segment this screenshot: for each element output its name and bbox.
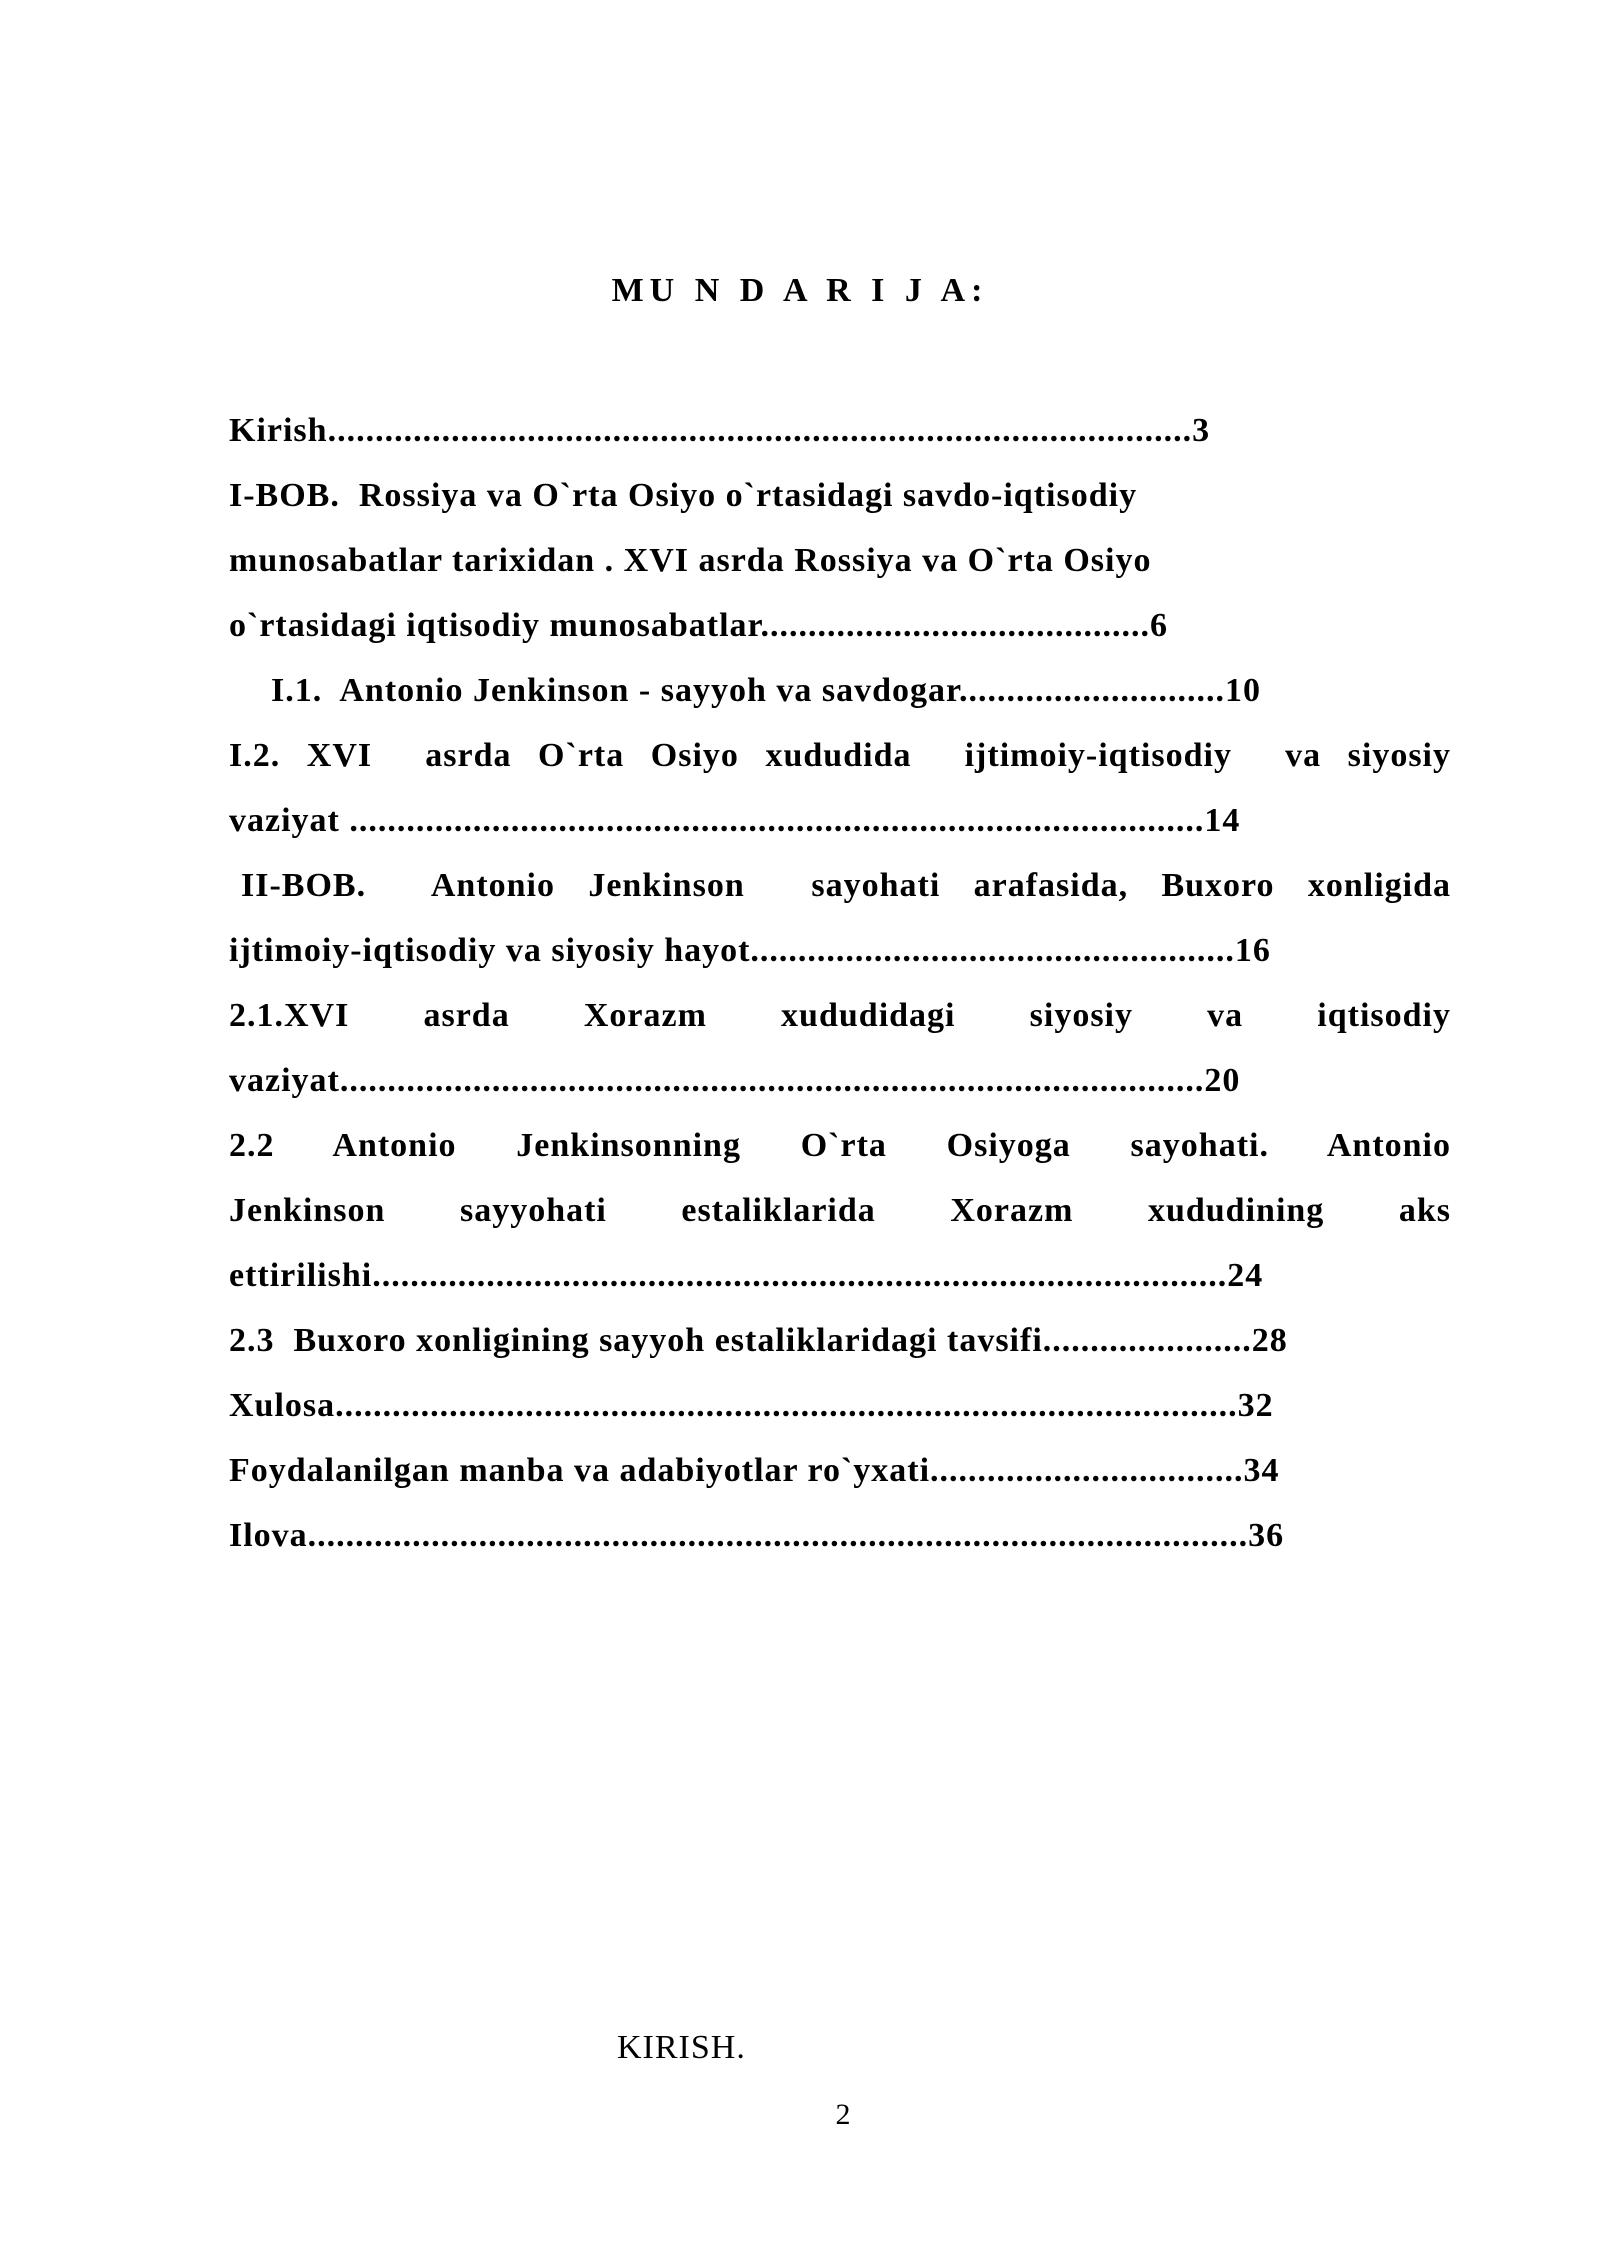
toc-entry-section-1-1: I.1. Antonio Jenkinson - sayyoh va savdogar............................10 [271,672,1261,709]
toc-entry-section-2-2-line-2: Jenkinson sayyohati estaliklarida Xorazm xududining aks [229,1192,1451,1229]
toc-entry-chapter-2-line-2: ijtimoiy-iqtisodiy va siyosiy hayot...................................................16 [229,932,1271,969]
toc-entry-section-2-1-line-2: vaziyat...........................................................................................20 [229,1062,1241,1099]
toc-entry-ilova: Ilova...................................................................................................36 [229,1517,1285,1554]
page-number: 2 [835,2098,851,2131]
toc-entry-chapter-1-line-1: I-BOB. Rossiya va O`rta Osiyo o`rtasidagi savdo-iqtisodiy [229,477,1138,514]
table-of-contents [229,398,1451,1568]
toc-entry-bibliography: Foydalanilgan manba va adabiyotlar ro`yxati.................................34 [229,1452,1280,1489]
section-heading-kirish: KIRISH. [617,2029,746,2066]
toc-entry-chapter-2-line-1: II-BOB. Antonio Jenkinson sayohati arafasida, Buxoro xonligida [241,867,1451,904]
toc-entry-chapter-1-line-2: munosabatlar tarixidan . XVI asrda Rossiya va O`rta Osiyo [229,542,1152,579]
toc-title: MU N D A R I J A: [611,272,989,309]
toc-entry-kirish: Kirish...........................................................................................3 [229,412,1211,449]
toc-entry-section-1-2-line-1: I.2. XVI asrda O`rta Osiyo xududida ijtimoiy-iqtisodiy va siyosiy [229,737,1451,774]
toc-entry-section-2-1-line-1: 2.1.XVI asrda Xorazm xududidagi siyosiy va iqtisodiy [229,997,1451,1034]
toc-entry-section-2-2-line-1: 2.2 Antonio Jenkinsonning O`rta Osiyoga sayohati. Antonio [229,1127,1451,1164]
toc-entry-xulosa: Xulosa...............................................................................................32 [229,1387,1274,1424]
toc-entry-chapter-1-line-3: o`rtasidagi iqtisodiy munosabatlar.........................................6 [229,607,1168,644]
toc-entry-section-1-2-line-2: vaziyat ..........................................................................................14 [229,802,1241,839]
toc-entry-section-2-3: 2.3 Buxoro xonligining sayyoh estaliklaridagi tavsifi......................28 [229,1322,1288,1359]
toc-entry-section-2-2-line-3: ettirilishi..........................................................................................24 [229,1257,1264,1294]
